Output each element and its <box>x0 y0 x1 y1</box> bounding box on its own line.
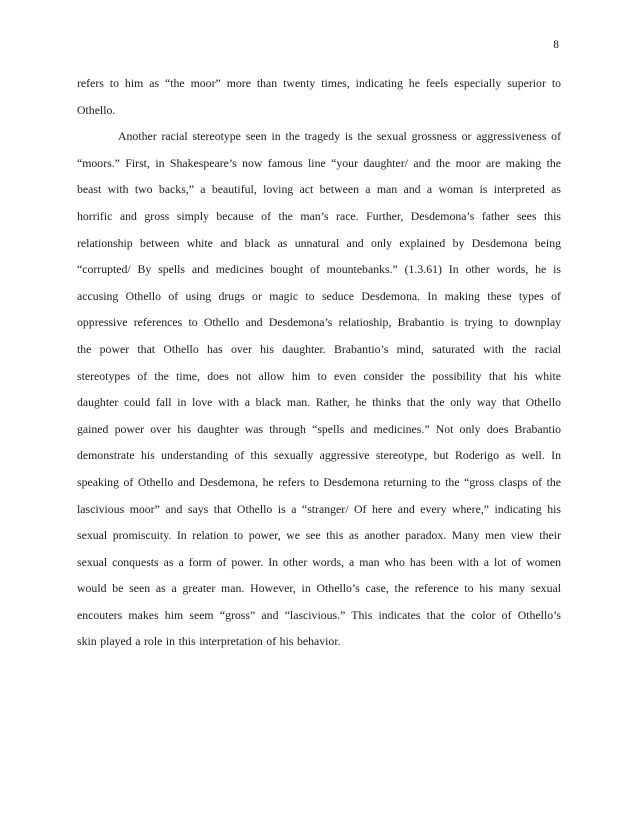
text-line: lascivious moor” and says that Othello is a “stranger/ Of here and every where,” indicating his <box>77 501 561 516</box>
text-line: refers to him as “the moor” more than twenty times, indicating he feels especially superior to <box>77 76 561 90</box>
text-line: skin played a role in this interpretation of his behavior. <box>77 634 341 649</box>
text-line: would be seen as a greater man. However, in Othello’s case, the reference to his many sexual <box>77 581 561 596</box>
text-line: sexual conquests as a form of power. In other words, a man who has been with a lot of women <box>77 554 561 569</box>
text-line: “corrupted/ By spells and medicines bought of mountebanks.” (1.3.61) In other words, he is <box>77 262 561 277</box>
text-line: Othello. <box>77 102 116 117</box>
text-line: gained power over his daughter was through “spells and medicines.” Not only does Brabantio <box>77 421 561 436</box>
text-line: horrific and gross simply because of the man’s race. Further, Desdemona’s father sees this <box>77 208 561 223</box>
paragraph-first-line: Another racial stereotype seen in the tragedy is the sexual grossness or aggressiveness of <box>118 129 561 144</box>
text-line: relationship between white and black as unnatural and only explained by Desdemona being <box>77 235 561 250</box>
text-line: oppressive references to Othello and Desdemona’s relatioship, Brabantio is trying to downplay <box>77 315 561 330</box>
text-line: accusing Othello of using drugs or magic to seduce Desdemona. In making these types of <box>77 288 561 303</box>
essay-body <box>77 70 561 655</box>
text-line: “moors.” First, in Shakespeare’s now famous line “your daughter/ and the moor are making the <box>77 155 561 170</box>
text-line: sexual promiscuity. In relation to power, we see this as another paradox. Many men view their <box>77 528 561 543</box>
text-line: speaking of Othello and Desdemona, he refers to Desdemona returning to the “gross clasps of the <box>77 474 561 489</box>
text-line: encouters makes him seem “gross” and “lascivious.” This indicates that the color of Othello’s <box>77 607 561 622</box>
text-line: daughter could fall in love with a black man. Rather, he thinks that the only way that Othello <box>77 395 561 410</box>
text-line: beast with two backs,” a beautiful, loving act between a man and a woman is interpreted as <box>77 182 561 197</box>
page-number: 8 <box>553 39 559 51</box>
text-line: stereotypes of the time, does not allow him to even consider the possibility that his white <box>77 368 561 383</box>
text-line: the power that Othello has over his daughter. Brabantio’s mind, saturated with the racial <box>77 341 561 356</box>
text-line: demonstrate his understanding of this sexually aggressive stereotype, but Roderigo as well. In <box>77 448 561 463</box>
